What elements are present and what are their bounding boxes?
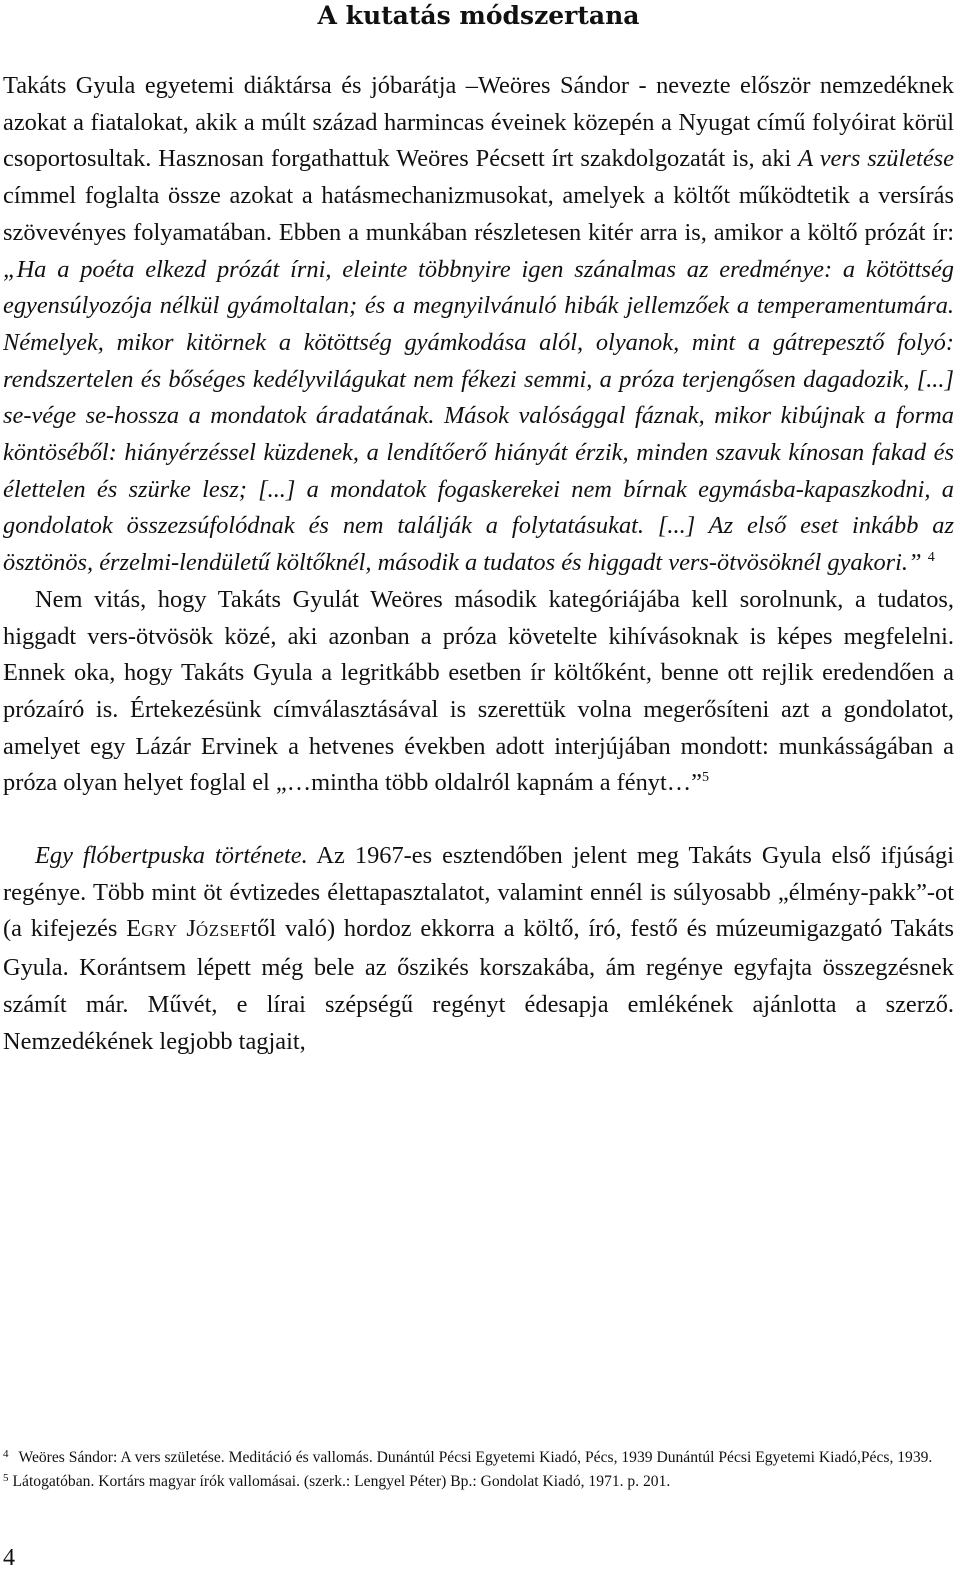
- footnote-reference: 5: [701, 770, 709, 786]
- smallcaps-name-jozsef: JÓZSEF: [186, 915, 251, 943]
- paragraph-flobert-novel: [3, 838, 954, 1060]
- paragraph-prose-writer: [3, 582, 954, 802]
- footnote-item: [3, 1444, 954, 1468]
- footnote-text: Látogatóban. Kortárs magyar írók vallomásai. (szerk.: Lengyel Péter) Bp.: Gondolat Kiadó, 1971. p. 201.: [12, 1473, 671, 1490]
- section-heading: A kutatás módszertana: [317, 1, 640, 30]
- page-number: 4: [3, 1545, 15, 1571]
- paragraph-text: Takáts Gyula egyetemi diáktársa és jóbarátja –Weöres Sándor - nevezte először nemzedéknek azokat a fiatalokat, akik a múlt század harmincas éveinek közepén a Nyugat című folyóirat körül csoportosultak. Hasznosan forgathattuk Weöres Pécsett írt szakdolgozatát is, aki: [3, 72, 954, 173]
- paragraph-weores-intro: [3, 68, 954, 582]
- footnote-number: 5: [3, 1472, 9, 1484]
- smallcaps-name-egry: EGRY: [126, 915, 178, 943]
- paragraph-spacer: [3, 802, 954, 838]
- work-title: A vers születése: [798, 145, 954, 173]
- footnotes: [3, 1444, 954, 1492]
- work-title: Egy flóbertpuska története.: [35, 842, 308, 870]
- footnote-reference: 4: [927, 550, 935, 566]
- paragraph-text: Nem vitás, hogy Takáts Gyulát Weöres második kategóriájába kell sorolnunk, a tudatos, higgadt vers-ötvösök közé, aki azonban a próza követelte kihívásoknak is képes megfelelni. Ennek oka, hogy Takáts Gyula a legritkább esetben ír költőként, benne ott rejlik eredendően a prózaíró is. Értekezésünk címválasztásával is szerettük volna megerősíteni azt a gondolatot, amelyet egy Lázár Ervinek a hetvenes években adott interjújában mondott: munkásságában a próza olyan helyet foglal el „…mintha több oldalról kapnám a fényt…”: [3, 585, 954, 797]
- block-quote: „Ha a poéta elkezd prózát írni, eleinte többnyire igen szánalmas az eredménye: a kötöttség egyensúlyozója nélkül gyámoltalan; és a megnyilvánuló hibák jellemzőek a temperamentumára. Némelyek, mikor kitörnek a kötöttség gyámkodása alól, olyanok, mint a gátrepesztő folyó: rendszertelen és bőséges kedélyvilágukat nem fékezi semmi, a próza terjengősen dagadozik, [...] se-vége se-hossza a mondatok áradatának. Mások valósággal fáznak, mikor kibújnak a forma köntöséből: hiányérzéssel küzdenek, a lendítőerő hiányát érzik, minden szavuk kínosan fakad és élettelen és szürke lesz; [...] a mondatok fogaskerekei nem bírnak egymásba-kapaszkodni, a gondolatok összezsúfolódnak és nem találják a folytatásukat. [...] Az első eset inkább az ösztönös, érzelmi-lendületű költőknél, második a tudatos és higgadt vers-ötvösöknél gyakori.”: [3, 255, 954, 577]
- footnote-text: Weöres Sándor: A vers születése. Meditáció és vallomás. Dunántúl Pécsi Egyetemi Kiadó, Pécs, 1939 Dunántúl Pécsi Egyetemi Kiadó,Pécs, 1939.: [18, 1449, 933, 1466]
- footnote-number: 4: [3, 1448, 9, 1460]
- body-text: [3, 68, 954, 1060]
- paragraph-text: címmel foglalta össze azokat a hatásmechanizmusokat, amelyek a költőt működtetik a versírás szövevényes folyamatában. Ebben a munkában részletesen kitér arra is, amikor a költő prózát ír:: [3, 182, 954, 246]
- paragraph-text: től való) hordoz ekkorra a költő, író, festő és múzeumigazgató Takáts Gyula. Korántsem lépett még bele az őszikés korszakába, ám regénye egyfajta összegzésnek számít már. Művét, e lírai szépségű regényt édesapja emlékének ajánlotta a szerző. Nemzedékének legjobb tagjait,: [3, 915, 954, 1055]
- paragraph-text: Az 1967-es esztendőben jelent meg Takáts Gyula első ifjúsági regénye. Több mint öt évtizedes élettapasztalatot, valamint ennél is súlyosabb „élmény-pakk”-ot (a kifejezés: [3, 842, 954, 943]
- footnote-item: [3, 1468, 954, 1492]
